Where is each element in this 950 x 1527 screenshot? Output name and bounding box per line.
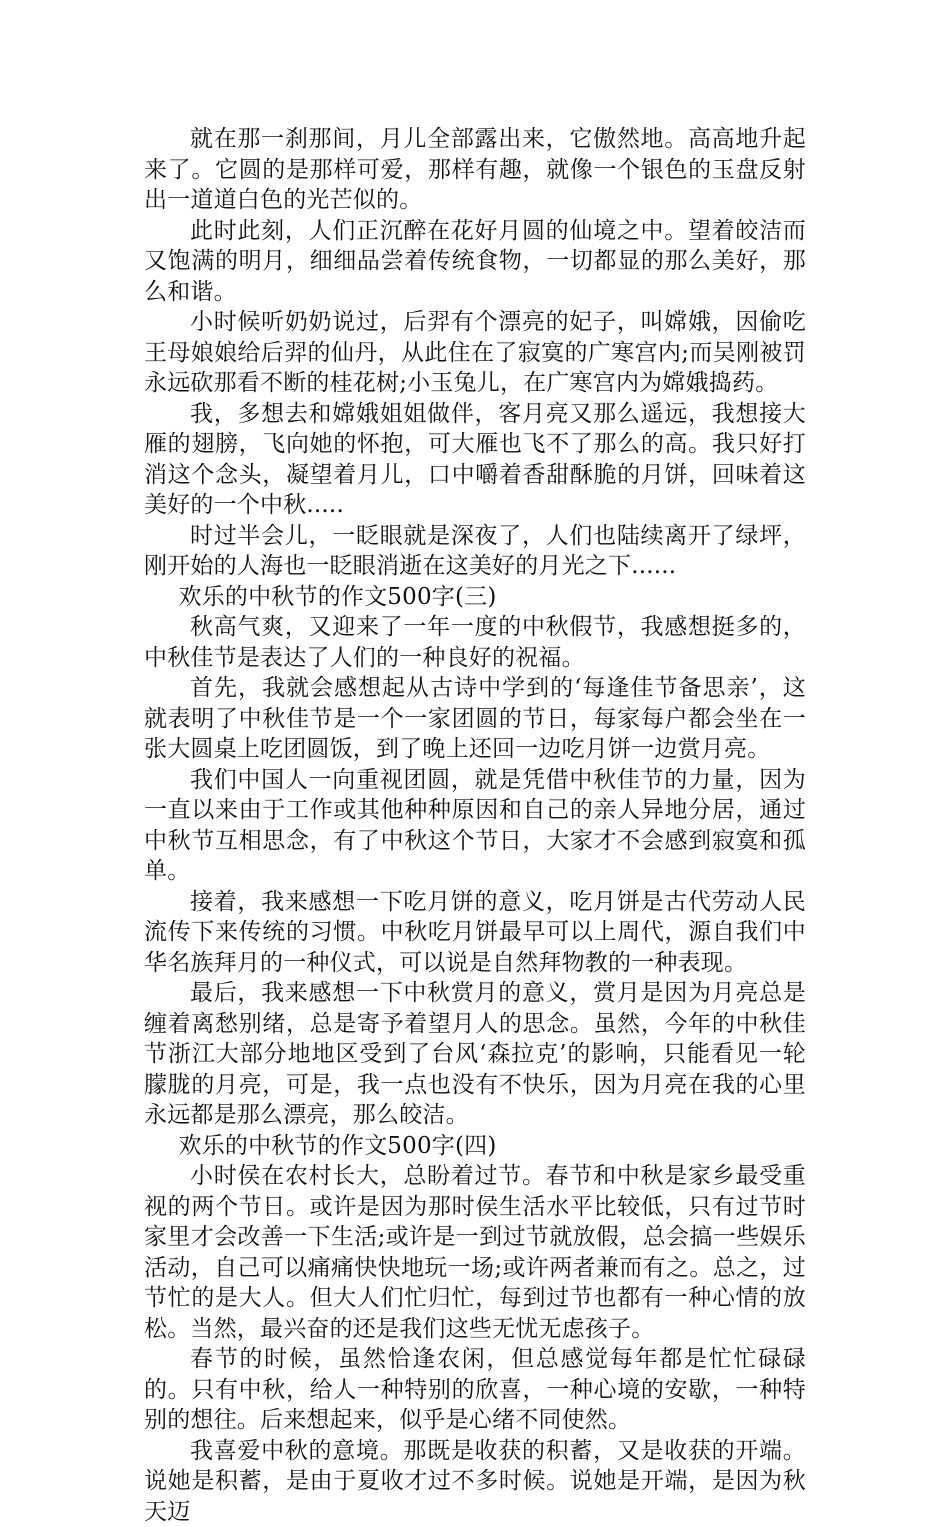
paragraph-4: 我，多想去和嫦娥姐姐做伴，客月亮又那么遥远，我想接大雁的翅膀，飞向她的怀抱，可大雁也飞不了那么的高。我只好打消这个念头，凝望着月儿，口中嚼着香甜酥脆的月饼，回味着这美好的一个中秋..... (144, 399, 806, 521)
paragraph-6: 秋高气爽，又迎来了一年一度的中秋假节，我感想挺多的，中秋佳节是表达了人们的一种良好的祝福。 (144, 612, 806, 673)
paragraph-1: 就在那一刹那间，月儿全部露出来，它傲然地。高高地升起来了。它圆的是那样可爱，那样有趣，就像一个银色的玉盘反射出一道道白色的光芒似的。 (144, 124, 806, 216)
paragraph-9: 接着，我来感想一下吃月饼的意义，吃月饼是古代劳动人民流传下来传统的习惯。中秋吃月饼最早可以上周代，源自我们中华名族拜月的一种仪式，可以说是自然拜物教的一种表现。 (144, 887, 806, 979)
section-heading-4: 欢乐的中秋节的作文500字(四) (144, 1131, 806, 1162)
section-heading-3: 欢乐的中秋节的作文500字(三) (144, 582, 806, 613)
paragraph-12: 春节的时候，虽然恰逢农闲，但总感觉每年都是忙忙碌碌的。只有中秋，给人一种特别的欣喜，一种心境的安歇，一种特别的想往。后来想起来，似乎是心绪不同使然。 (144, 1344, 806, 1436)
paragraph-5: 时过半会儿，一眨眼就是深夜了，人们也陆续离开了绿坪，刚开始的人海也一眨眼消逝在这美好的月光之下...... (144, 521, 806, 582)
paragraph-3: 小时候听奶奶说过，后羿有个漂亮的妃子，叫嫦娥，因偷吃王母娘娘给后羿的仙丹，从此住在了寂寞的广寒宫内;而吴刚被罚永远砍那看不断的桂花树;小玉兔儿，在广寒宫内为嫦娥捣药。 (144, 307, 806, 399)
paragraph-2: 此时此刻，人们正沉醉在花好月圆的仙境之中。望着皎洁而又饱满的明月，细细品尝着传统食物，一切都显的那么美好，那么和谐。 (144, 216, 806, 308)
paragraph-10: 最后，我来感想一下中秋赏月的意义，赏月是因为月亮总是缠着离愁别绪，总是寄予着望月人的思念。虽然，今年的中秋佳节浙江大部分地地区受到了台风‘森拉克’的影响，只能看见一轮朦胧的月亮，可是，我一点也没有不快乐，因为月亮在我的心里永远都是那么漂亮，那么皎洁。 (144, 978, 806, 1131)
paragraph-13: 我喜爱中秋的意境。那既是收获的积蓄，又是收获的开端。说她是积蓄，是由于夏收才过不多时候。说她是开端，是因为秋天迈 (144, 1436, 806, 1527)
paragraph-8: 我们中国人一向重视团圆，就是凭借中秋佳节的力量，因为一直以来由于工作或其他种种原因和自己的亲人异地分居，通过中秋节互相思念，有了中秋这个节日，大家才不会感到寂寞和孤单。 (144, 765, 806, 887)
paragraph-11: 小时侯在农村长大，总盼着过节。春节和中秋是家乡最受重视的两个节日。或许是因为那时侯生活水平比较低，只有过节时家里才会改善一下生活;或许是一到过节就放假，总会搞一些娱乐活动，自己可以痛痛快快地玩一场;或许两者兼而有之。总之，过节忙的是大人。但大人们忙归忙，每到过节也都有一种心情的放松。当然，最兴奋的还是我们这些无忧无虑孩子。 (144, 1161, 806, 1344)
document-page (144, 124, 806, 1527)
paragraph-7: 首先，我就会感想起从古诗中学到的‘每逢佳节备思亲’，这就表明了中秋佳节是一个一家团圆的节日，每家每户都会坐在一张大圆桌上吃团圆饭，到了晚上还回一边吃月饼一边赏月亮。 (144, 673, 806, 765)
